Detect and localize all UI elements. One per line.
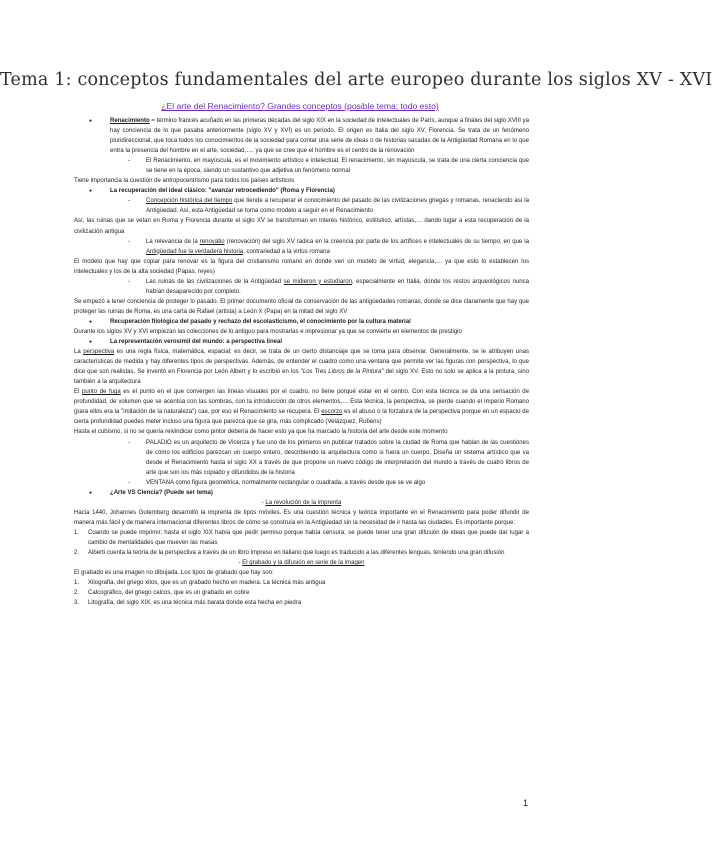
bullet-item [74,186,529,196]
text-run: (renovación) del siglo XV radica en la creencia por parte de los artífices e intelectuales de su tiempo; en que la [224,238,529,245]
text-run: Hacia 1440, Johannes Gutemberg desarrolló la imprenta de tipos móviles. Es una cuestión técnica y teórica importante en el Renacimiento para poder difundir de manera más fácil y de manera internacional diferentes libros de cómo se construía en la Antigüedad sin la necesidad de ir hasta las ciudades. Es importante porque: [74,509,529,526]
paragraph [74,176,529,186]
text-run: = término francés acuñado en las primeras décadas del siglo XIX en la sociedad de intelectuales de París, aunque a finales del siglo XVIII ya hay conciencia de lo que pasaba anteriormente (siglo XV y XVI) es un periodo. El origen es Italia del siglo XV, Florencia. Se trata de un fenómeno pluridireccional, que toca todos los conocimientos de la sociedad para contar una serie de ideas o de historias sacadas de la Antigüedad Romana en lo que entra la presencia del hombre en el arte, sociedad,…. ya que se cree que el hombre es el centro de la renovación [110,118,529,155]
text-run: Litografía, del siglo XIX, es una técnica más barata donde esta hecha en piedra [88,600,302,607]
text-run: es el punto en el que convergen las líneas visuales por el cuadro, no tiene porqué estar en el centro. Con esta técnica se da una sensación de profundidad, de volumen que se acentúa con las sombras, con la introducción de otros elementos,… Esta técnica, la perspectiva, se pierde cuando el Imperio Romano (para ellos era la "imitación de la naturaleza") cae, por eso el Renacimiento se recupera. El [74,389,529,416]
numbered-item [74,578,529,588]
text-run: La revolución de la imprenta [265,499,342,506]
text-run: Concepción histórica del tiempo [146,198,233,205]
bullet-item [74,317,529,327]
text-run: El [74,389,82,396]
document-title: Tema 1: conceptos fundamentales del arte europeo durante los siglos XV - XVI [0,70,712,90]
text-run: Hasta el cubismo, si no se quería reivindicar como pintor debería de hacer esto ya que ha marcado la historia del arte desde este momento [74,429,448,436]
text-run: que tiende a recuperar el conocimiento del pasado de las civilizaciones griegas y romanas, renaciendo así la Antigüedad. Así, esta Antigüedad se toma como modelo a seguir en el Renacimiento [146,198,529,215]
text-run: es el abuso o la forzatura de la perspectiva porque en un espacio de cierta profundidad puedes meter incluso una figura que parezca que se gira, más complicado (Velázquez, Rubens) [74,409,529,426]
centered-heading [74,498,529,508]
text-run: perspectiva [83,349,115,356]
bullet-item [74,488,529,498]
section-heading: ¿El arte del Renacimiento? Grandes conceptos (posible tema; todo esto) [161,101,439,111]
paragraph [74,568,529,578]
text-run: La [74,349,84,356]
dash-item [74,156,529,176]
text-run: Alberti cuenta la teoría de la perspectiva a través de un libro impreso en italiano que luego es traducido a las diferentes lenguas, teniendo una gran difusión [88,550,505,557]
paragraph [74,427,529,437]
text-run: Tiene importancia la cuestión de antropocentrismo para todos los países artísticos [74,178,295,185]
list-number: 3. [74,600,80,607]
text-run: Así, las ruinas que se veían en Roma y Florencia durante el siglo XV se transforman en interés histórico, estilístico, artístas,… dando lugar a esta recuperación de la civilización antigua [74,218,529,235]
text-run: ¿Arte VS Ciencia? (Puede ser tema) [110,489,213,496]
bullet-item [74,116,529,156]
text-run: Xilografía, del griego xilos, que es un grabado hecho en madera. La técnica más antigua [88,580,326,587]
dash-item [74,196,529,216]
paragraph [74,297,529,317]
text-run: La relevancia de la [146,238,200,245]
text-run: - [238,560,243,567]
dash-item [74,277,529,297]
text-run: , especialmente en Italia, donde los restos arqueológicos nunca habían desaparecido por completo. [146,278,529,295]
text-run: punto de fuga [81,389,121,396]
text-run: La representación verosímil del mundo: a perspectiva lineal [110,339,283,346]
bullet-item [74,337,529,347]
list-number: 1. [74,580,80,587]
text-run: es una regla física, matemática, espacial; es decir, se trata de un cierto distanciaje que se toma para observar. Generalmente, se le atribuyen unas características de medida y hay diferentes tipos de perspectivas. Además, de entender el cuadro como una ventana que permite ver las figuras con perspectiva, lo que dice que son realistas. Se inventó en Florencia por León Albert y lo escribió en los [74,349,529,376]
text-run: Cuando se puede imprimir, hasta el siglo XIX había que pedir permiso porque había censura, se puede tener una gran difusión de ideas que puede dar lugar a cambio de mentalidades que mueven las masas [88,529,529,546]
text-run: - [261,499,266,506]
paragraph [74,216,529,236]
text-run: , contrariedad a la virtus romana [243,248,330,255]
text-run: Se empezó a tener conciencia de proteger lo pasado. El primer documento oficial de conservación de las antigüedades romanas, donde se dice claramente que hay que proteger las ruinas de Roma, es una carta de Rafael (artista) a León X (Papa) en la mitad del siglo XV [74,298,529,315]
text-run: VENTANA como figura geométrica, normalmente rectangular o cuadrada, a través desde que se ve algo [146,479,426,486]
dash-item [74,237,529,257]
paragraph [74,347,529,387]
dash-item [74,438,529,478]
text-run: Las ruinas de las civilizaciones de la Antigüedad [146,278,284,285]
centered-heading [74,558,529,568]
dash-item [74,478,529,488]
text-run: El grabado y la difusión en serie de la imagen [242,560,365,567]
text-run: Antigüedad fue la verdadera historia [146,248,244,255]
text-run: se midieron y estudiaron [283,278,352,285]
text-run: "Los Tres Libros de la Pintura" [300,369,384,376]
paragraph [74,508,529,528]
text-run: El grabado es una imagen no dibujada. Los tipos de grabado que hay son: [74,570,274,577]
list-number: 2. [74,550,80,557]
text-run: Calcográfico, del griego calcos, que es un grabado en cobre [88,590,250,597]
text-run: El modelo que hay que copiar para renovar es la figura del cristianismo romano en donde ven un modelo de virtud, elegancia,… ya que esto lo establecen los intelectuales y los de la alta sociedad (Papas, reyes) [74,258,529,275]
numbered-item [74,598,529,608]
text-run: La recuperación del ideal clásico: "avanzar retrocediendo" (Roma y Florencia) [110,188,335,195]
text-run: Durante los siglos XV y XVI empiezan las colecciones de lo antiguo para mostrarlas e impresionar ya que se convierte en elementos de prestigio [74,328,462,335]
text-run: escorzo [321,409,343,416]
text-run: Renacimiento [110,118,150,124]
paragraph [74,327,529,337]
numbered-item [74,548,529,558]
numbered-item [74,528,529,548]
text-run: Recuperación filológica del pasado y rechazo del escolasticismo, el conocimiento por la cultura material [110,318,411,325]
text-run: PALADIO es un arquitecto de Vicenza y fue uno de los primeros en publicar tratados sobre la ciudad de Roma que hablan de las cuestiones de cómo los edificios parezcan un cuerpo entero, describiendo la arquitectura como si fuera un cuerpo. Diseña un sistema artístico que va desde el Renacimiento hasta el siglo XX a través de que propone un nuevo código de interpretación del mundo a través de cuatro libros de arte que son los más copiado y difundidos de la historia [146,439,529,476]
numbered-item [74,588,529,598]
text-run: renovatio [199,238,225,245]
paragraph [74,387,529,427]
text-run: del siglo XV. Esto no solo se aplica a la pintura, sino también a la arquitectura [74,369,529,386]
text-run: El Renacimiento, en mayúscula, es el movimiento artístico e intelectual. El renacimiento, sin mayúscula, se trata de una cierta conciencia que se tiene en la época, siendo un sustantivo que adjetiva un fenómeno normal [146,158,529,175]
list-number: 2. [74,590,80,597]
page-number: 1 [522,798,528,808]
list-number: 1. [74,529,80,536]
paragraph [74,257,529,277]
document-body [74,116,529,608]
